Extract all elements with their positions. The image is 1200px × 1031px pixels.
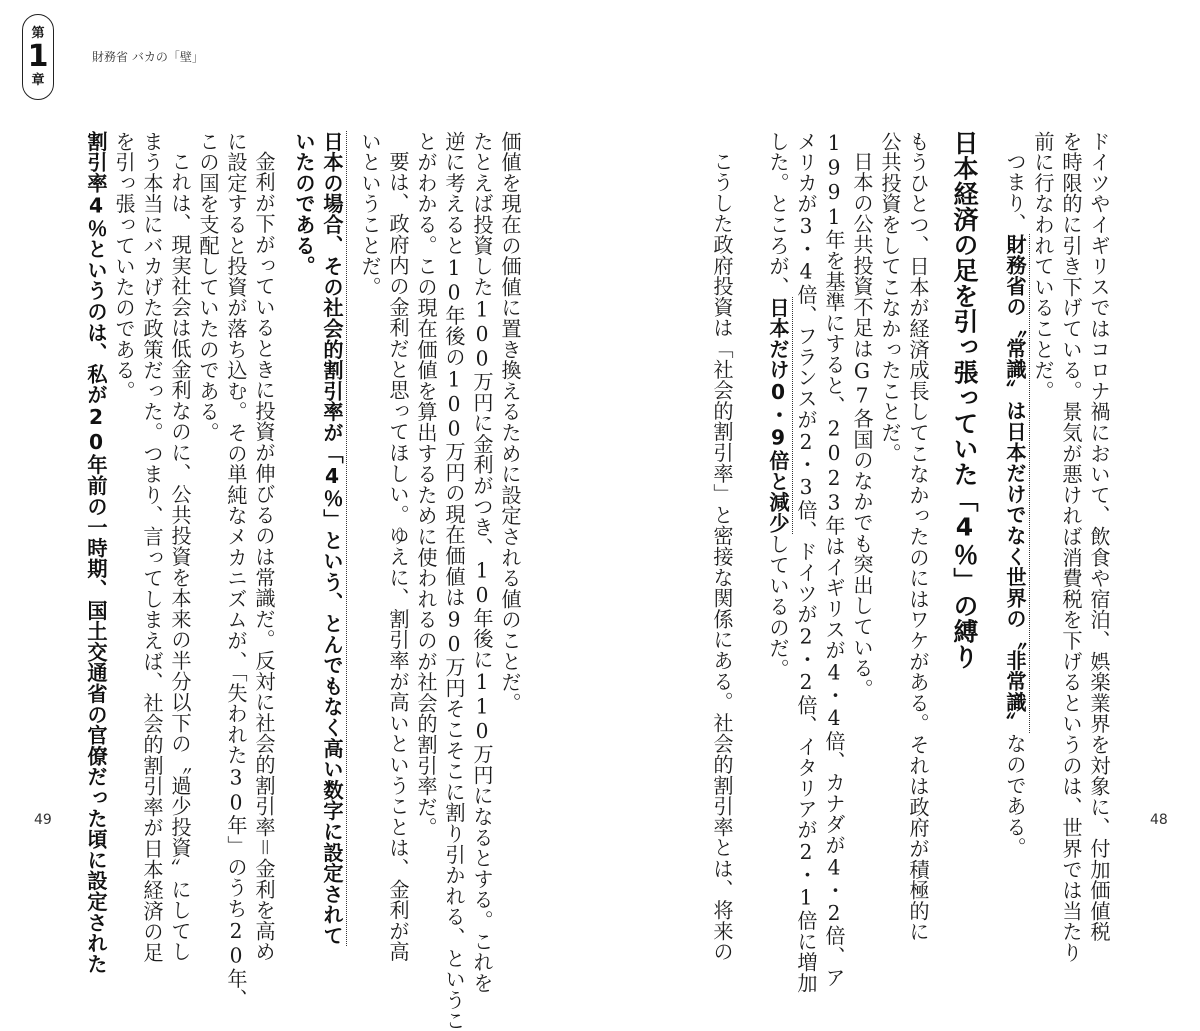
left-col-6: いということだ。 [358,131,382,298]
left-col-13: まう本当にバカげた政策だった。つまり、言ってしまえば、社会的割引率が日本経済の足 [140,131,164,963]
right-col-10-post: しているのだ。 [766,533,790,680]
right-col-6: 公共投資をしてこなかったことだ。 [878,131,902,464]
right-col-9: メリカが3・4倍、フランスが2・3倍、ドイツが2・2倍、イタリアが2・1倍に増加 [794,131,818,994]
section-heading: 日本経済の足を引っ張っていた「4％」の縛り [950,130,979,670]
left-col-12: これは、現実社会は低金利なのに、公共投資を本来の半分以下の〝過少投資〟にしてし [168,151,192,963]
right-col-7: 日本の公共投資不足はG7各国のなかでも突出している。 [850,151,874,700]
chapter-number: 1 [27,39,49,74]
chapter-label-top: 第 [31,26,45,41]
right-col-11: こうした政府投資は「社会的割引率」と密接な関係にある。社会的割引率とは、将来の [710,151,734,963]
chapter-badge [22,14,54,100]
left-col-2: たとえば投資した100万円に金利がつき、10年後に110万円になるとする。これを [470,131,494,994]
right-col-10 [764,131,792,791]
page-number-left: 49 [34,812,52,828]
left-col-8 [290,131,318,791]
right-col-10-emphasis: 日本だけ0・9倍と減少 [766,297,793,533]
left-col-14: を引っ張っていたのである。 [112,131,136,402]
left-col-15 [82,131,110,975]
right-col-3: 前に行なわれていることだ。 [1031,131,1055,402]
right-col-5: もうひとつ、日本が経済成長してこなかったのにはワケがある。それは政府が積極的に [906,131,930,943]
right-col-2: を時限的に引き下げている。景気が悪ければ消費税を下げるというのは、世界では当たり [1059,131,1083,963]
left-col-1: 価値を現在の価値に置き換えるために設定される値のことだ。 [498,131,522,714]
running-head: 財務省 バカの「壁」 [92,50,204,64]
right-col-10-pre: した。ところが、 [766,131,790,298]
left-col-9: 金利が下がっているときに投資が伸びるのは常識だ。反対に社会的割引率＝金利を高め [252,151,276,963]
page-number-right: 48 [1150,812,1168,828]
left-col-10: に設定すると投資が落ち込む。その単純なメカニズムが、「失われた30年」のうち20年、 [224,131,248,1010]
left-col-8-emphasis: いたのである。 [292,131,316,277]
right-col-8: 1991年を基準にすると、2023年はイギリスが4・4倍、カナダが4・2倍、ア [822,131,846,988]
right-col-4 [1001,131,1029,859]
left-col-11: この国を支配していたのである。 [196,131,220,443]
left-col-7 [318,131,346,946]
left-col-3: 逆に考えると10年後の100万円の現在価値は90万円そこそこに割り引かれる、というこ [442,131,466,1031]
right-col-4-emphasis: 財務省の〝常識〟は日本だけでなく世界の〝非常識〟 [1003,234,1030,733]
right-col-1: ドイツやイギリスではコロナ禍において、飲食や宿泊、娯楽業界を対象に、付加価値税 [1087,131,1111,943]
chapter-label-bottom: 章 [31,73,45,88]
right-col-4-post: なのである。 [1003,733,1027,859]
left-col-5: 要は、政府内の金利だと思ってほしい。ゆえに、割引率が高いということは、金利が高 [386,151,410,963]
left-col-15-emphasis: 割引率4％というのは、私が20年前の一時期、国土交通省の官僚だった頃に設定された [84,131,108,975]
left-col-7-emphasis: 日本の場合、その社会的割引率が「4％」という、とんでもなく高い数字に設定されて [320,131,347,946]
left-col-4: とがわかる。この現在価値を算出するために使われるのが社会的割引率だ。 [414,131,438,839]
right-col-4-pre: つまり、 [1003,151,1027,235]
